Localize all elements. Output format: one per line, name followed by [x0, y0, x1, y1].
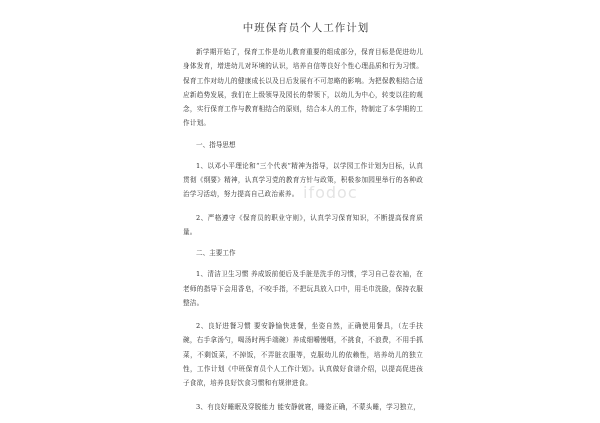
guiding-item-2: 2、严格遵守《保育员的职业守则》，认真学习保育知识，不断提高保育质量。 — [183, 213, 423, 236]
work-item-1: 1、清洁卫生习惯 养成饭前便后及手脏是洗手的习惯，学习自己卷衣袖，在老师的指导下会用香皂，不咬手指，不把玩具放入口中，用毛巾洗脸，保持衣服整洁。 — [183, 270, 423, 307]
section-heading-main-work: 二、主要工作 — [196, 249, 236, 258]
guiding-item-1: 1、以邓小平理论和“三个代表”精神为指导，以学园工作计划为目标，认真贯彻《纲要》精神，认真学习党的教育方针与政策，积极参加园里举行的各种政治学习活动，努力提高自己政治素养。 — [183, 161, 423, 199]
watermark: ifodoc — [303, 183, 358, 202]
work-item-2: 2、良好进餐习惯 要安静愉快进餐，坐姿自然，正确使用餐具，（左手扶碗，右手拿汤勺，喝汤时两手端碗）养成细嚼慢咽，不挑食，不浪费，不用手抓菜，不剩饭菜，不掉饭，不弄脏衣服等，克服幼儿的依赖性，培养幼儿的独立性，工作计划《中班保育员个人工作计划》。认真做好食谱介绍，以提高促进孩子食欲，培养良好饮食习惯和有规律进食。 — [183, 322, 423, 388]
work-item-3: 3、有良好睡眠及穿脱能力 能安静就寝，睡姿正确，不蒙头睡，学习独立， — [196, 402, 421, 411]
document-title: 中班保育员个人工作计划 — [242, 22, 370, 34]
intro-paragraph: 新学期开始了，保育工作是幼儿教育重要的组成部分，保育目标是促进幼儿身体发育，增进幼儿对环境的认识，培养自信等良好个性心理品质和行为习惯。保育工作对幼儿的健康成长以及日后发展有不可忽略的影响。为把保教相结合适应新趋势发展，我们在上级领导及园长的带领下，以幼儿为中心，转变以往的观念，实行保育工作与教育相结合的原则，结合本人的工作，特制定了本学期的工作计划。 — [183, 48, 423, 128]
section-heading-guiding-ideology: 一、指导思想 — [196, 140, 236, 149]
document-body — [183, 20, 423, 423]
